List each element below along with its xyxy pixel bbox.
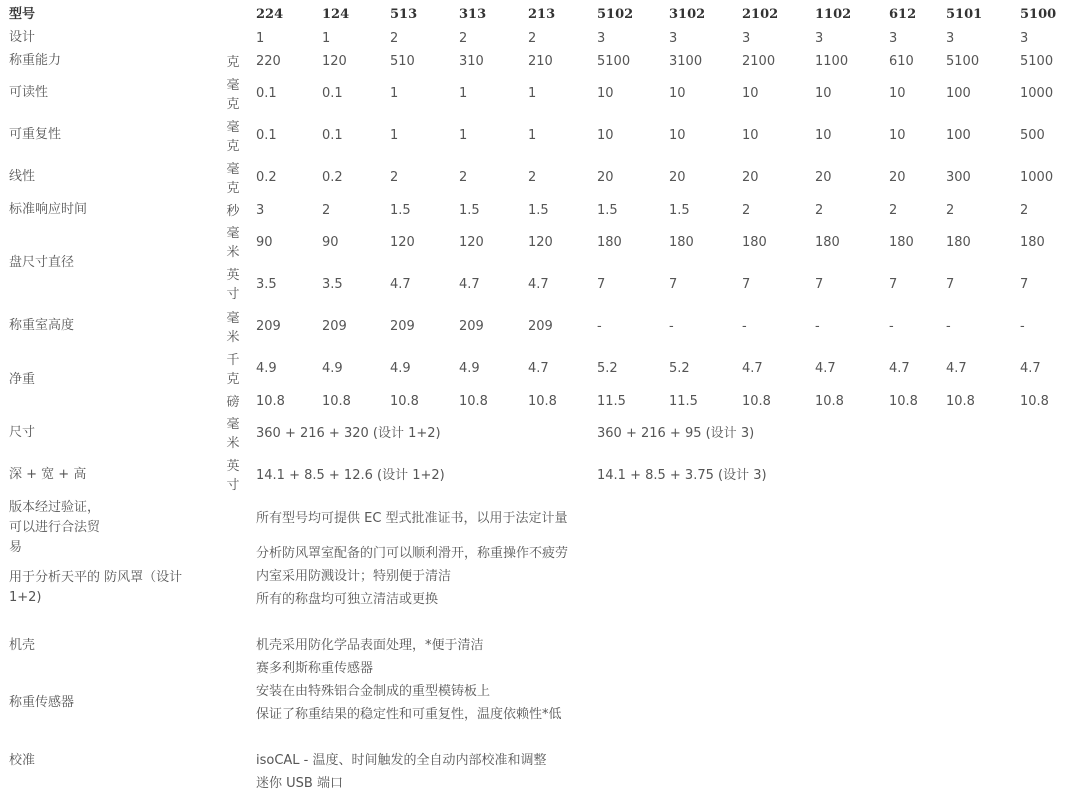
cell-value: 2100 xyxy=(742,54,776,69)
row-label: 设计 xyxy=(9,30,36,45)
cell-value: 4.7 xyxy=(459,277,480,292)
cell-value: 90 xyxy=(322,235,339,250)
cell-value: 4.9 xyxy=(459,361,480,376)
cell-value: 3 xyxy=(597,31,606,46)
model-header: 2102 xyxy=(742,7,779,22)
header-label: 型号 xyxy=(9,7,36,22)
cell-value: 4.9 xyxy=(256,361,277,376)
dimensions-label: 尺寸 xyxy=(9,425,36,440)
row-label: 盘尺寸直径 xyxy=(9,255,75,270)
sensor-line: 赛多利斯称重传感器 xyxy=(256,661,374,676)
cell-value: 10 xyxy=(889,128,906,143)
draftshield-label: 用于分析天平的 防风罩（设计 1+2) xyxy=(9,570,183,605)
row-label: 线性 xyxy=(9,169,36,184)
model-header: 1102 xyxy=(815,7,852,22)
dimensions-sublabel: 深 + 宽 + 高 xyxy=(9,467,87,482)
row-unit: 秒 xyxy=(226,204,240,219)
cell-value: 0.2 xyxy=(322,170,343,185)
model-header: 3102 xyxy=(669,7,706,22)
model-header: 612 xyxy=(889,7,917,22)
cell-value: 11.5 xyxy=(669,394,698,409)
row-label: 标准响应时间 xyxy=(9,202,88,217)
sensor-line: 保证了称重结果的稳定性和可重复性，温度依赖性*低 xyxy=(256,707,562,722)
cell-value: 120 xyxy=(322,54,347,69)
cell-value: 5.2 xyxy=(597,361,618,376)
cell-value: 7 xyxy=(742,277,751,292)
dimensions-unit-mm: 毫米 xyxy=(226,417,240,451)
housing-text: 机壳采用防化学品表面处理，*便于清洁 xyxy=(256,638,484,653)
cell-value: 2 xyxy=(528,170,537,185)
cell-value: 7 xyxy=(946,277,955,292)
sensor-label: 称重传感器 xyxy=(9,695,75,710)
model-header: 213 xyxy=(528,7,556,22)
cell-value: 209 xyxy=(322,319,347,334)
row-unit: 毫米 xyxy=(226,226,240,260)
sensor-line: 安装在由特殊铝合金制成的重型模铸板上 xyxy=(256,684,491,699)
model-header: 124 xyxy=(322,7,350,22)
model-header: 5101 xyxy=(946,7,983,22)
cell-value: 180 xyxy=(815,235,840,250)
row-label: 可重复性 xyxy=(9,127,62,142)
cell-value: - xyxy=(889,319,894,334)
dimensions-in-design3: 14.1 + 8.5 + 3.75 (设计 3) xyxy=(597,468,767,483)
cell-value: 10 xyxy=(742,86,759,101)
cell-value: 2 xyxy=(528,31,537,46)
row-unit: 毫克 xyxy=(226,162,240,196)
cell-value: 3 xyxy=(742,31,751,46)
cell-value: 4.9 xyxy=(322,361,343,376)
draftshield-line: 所有的称盘均可独立清洁或更换 xyxy=(256,592,439,607)
cell-value: 7 xyxy=(597,277,606,292)
cell-value: 10.8 xyxy=(742,394,771,409)
verified-text: 所有型号均可提供 EC 型式批准证书，以用于法定计量 xyxy=(256,511,568,526)
calibration-label: 校准 xyxy=(9,753,36,768)
cell-value: 10 xyxy=(597,86,614,101)
row-label: 净重 xyxy=(9,372,36,387)
row-unit: 毫克 xyxy=(226,120,240,154)
cell-value: 5100 xyxy=(597,54,631,69)
model-header: 5102 xyxy=(597,7,634,22)
cell-value: 2 xyxy=(946,203,955,218)
calibration-line: 迷你 USB 端口 xyxy=(256,776,343,791)
cell-value: 3 xyxy=(946,31,955,46)
verified-label: 版本经过验证，可以进行合法贸易 xyxy=(9,500,101,555)
cell-value: 10 xyxy=(669,86,686,101)
row-unit: 千克 xyxy=(226,353,240,387)
model-header: 313 xyxy=(459,7,487,22)
cell-value: 0.1 xyxy=(256,128,277,143)
cell-value: 3 xyxy=(815,31,824,46)
cell-value: 0.2 xyxy=(256,170,277,185)
cell-value: 1100 xyxy=(815,54,849,69)
cell-value: 180 xyxy=(597,235,622,250)
cell-value: 1 xyxy=(322,31,331,46)
cell-value: 20 xyxy=(597,170,614,185)
cell-value: 20 xyxy=(889,170,906,185)
cell-value: - xyxy=(669,319,674,334)
cell-value: 2 xyxy=(815,203,824,218)
cell-value: 1 xyxy=(528,86,537,101)
cell-value: 1 xyxy=(390,86,399,101)
cell-value: - xyxy=(597,319,602,334)
cell-value: 3 xyxy=(256,203,265,218)
cell-value: 220 xyxy=(256,54,281,69)
draftshield-line: 内室采用防溅设计；特别便于清洁 xyxy=(256,569,452,584)
cell-value: 2 xyxy=(889,203,898,218)
cell-value: 10 xyxy=(815,128,832,143)
cell-value: 4.7 xyxy=(528,361,549,376)
cell-value: 209 xyxy=(528,319,553,334)
cell-value: 500 xyxy=(1020,128,1045,143)
row-unit: 毫克 xyxy=(226,78,240,112)
cell-value: 5100 xyxy=(946,54,980,69)
cell-value: 300 xyxy=(946,170,971,185)
cell-value: 1.5 xyxy=(669,203,690,218)
cell-value: 3100 xyxy=(669,54,703,69)
cell-value: 4.7 xyxy=(946,361,967,376)
cell-value: 180 xyxy=(946,235,971,250)
cell-value: 90 xyxy=(256,235,273,250)
cell-value: 180 xyxy=(1020,235,1045,250)
cell-value: 4.7 xyxy=(742,361,763,376)
cell-value: 209 xyxy=(459,319,484,334)
cell-value: 4.7 xyxy=(528,277,549,292)
cell-value: 1.5 xyxy=(597,203,618,218)
cell-value: 0.1 xyxy=(256,86,277,101)
cell-value: 4.7 xyxy=(390,277,411,292)
dimensions-mm-design12: 360 + 216 + 320 (设计 1+2) xyxy=(256,426,441,441)
cell-value: 10.8 xyxy=(322,394,351,409)
cell-value: 10.8 xyxy=(815,394,844,409)
row-label: 可读性 xyxy=(9,85,49,100)
cell-value: 180 xyxy=(742,235,767,250)
draftshield-line: 分析防风罩室配备的门可以顺利滑开，称重操作不疲劳 xyxy=(256,546,569,561)
cell-value: 1 xyxy=(459,128,468,143)
cell-value: 2 xyxy=(742,203,751,218)
cell-value: - xyxy=(946,319,951,334)
cell-value: 7 xyxy=(889,277,898,292)
cell-value: 510 xyxy=(390,54,415,69)
cell-value: 1 xyxy=(390,128,399,143)
cell-value: 1000 xyxy=(1020,170,1054,185)
row-unit: 英寸 xyxy=(226,268,240,302)
row-unit: 磅 xyxy=(226,395,240,410)
cell-value: 2 xyxy=(459,170,468,185)
cell-value: 3 xyxy=(1020,31,1029,46)
cell-value: 2 xyxy=(322,203,331,218)
cell-value: 10.8 xyxy=(946,394,975,409)
cell-value: 1 xyxy=(459,86,468,101)
cell-value: 20 xyxy=(815,170,832,185)
cell-value: 1 xyxy=(256,31,265,46)
cell-value: 209 xyxy=(390,319,415,334)
dimensions-mm-design3: 360 + 216 + 95 (设计 3) xyxy=(597,426,755,441)
cell-value: 1.5 xyxy=(390,203,411,218)
cell-value: - xyxy=(742,319,747,334)
cell-value: - xyxy=(815,319,820,334)
cell-value: 2 xyxy=(1020,203,1029,218)
row-unit: 克 xyxy=(226,55,240,70)
cell-value: 2 xyxy=(459,31,468,46)
cell-value: 120 xyxy=(390,235,415,250)
calibration-line: isoCAL - 温度、时间触发的全自动内部校准和调整 xyxy=(256,753,547,768)
model-header: 224 xyxy=(256,7,284,22)
cell-value: 10 xyxy=(669,128,686,143)
cell-value: 10.8 xyxy=(390,394,419,409)
cell-value: 209 xyxy=(256,319,281,334)
cell-value: 1000 xyxy=(1020,86,1054,101)
cell-value: - xyxy=(1020,319,1025,334)
cell-value: 7 xyxy=(669,277,678,292)
cell-value: 3.5 xyxy=(322,277,343,292)
cell-value: 10 xyxy=(889,86,906,101)
cell-value: 180 xyxy=(669,235,694,250)
cell-value: 3 xyxy=(669,31,678,46)
cell-value: 10.8 xyxy=(256,394,285,409)
cell-value: 10 xyxy=(597,128,614,143)
cell-value: 10.8 xyxy=(528,394,557,409)
dimensions-unit-in: 英寸 xyxy=(226,459,240,493)
cell-value: 11.5 xyxy=(597,394,626,409)
row-unit: 毫米 xyxy=(226,311,240,345)
cell-value: 120 xyxy=(528,235,553,250)
cell-value: 120 xyxy=(459,235,484,250)
model-header: 513 xyxy=(390,7,418,22)
cell-value: 2 xyxy=(390,170,399,185)
dimensions-in-design12: 14.1 + 8.5 + 12.6 (设计 1+2) xyxy=(256,468,445,483)
cell-value: 0.1 xyxy=(322,128,343,143)
cell-value: 210 xyxy=(528,54,553,69)
cell-value: 180 xyxy=(889,235,914,250)
cell-value: 610 xyxy=(889,54,914,69)
cell-value: 3.5 xyxy=(256,277,277,292)
cell-value: 100 xyxy=(946,128,971,143)
model-header: 5100 xyxy=(1020,7,1057,22)
cell-value: 4.7 xyxy=(889,361,910,376)
cell-value: 10.8 xyxy=(889,394,918,409)
cell-value: 100 xyxy=(946,86,971,101)
cell-value: 4.7 xyxy=(1020,361,1041,376)
row-label: 称重能力 xyxy=(9,53,62,68)
cell-value: 3 xyxy=(889,31,898,46)
cell-value: 1.5 xyxy=(528,203,549,218)
cell-value: 0.1 xyxy=(322,86,343,101)
cell-value: 5.2 xyxy=(669,361,690,376)
cell-value: 1 xyxy=(528,128,537,143)
cell-value: 20 xyxy=(742,170,759,185)
cell-value: 1.5 xyxy=(459,203,480,218)
cell-value: 4.9 xyxy=(390,361,411,376)
cell-value: 10 xyxy=(742,128,759,143)
cell-value: 7 xyxy=(815,277,824,292)
cell-value: 10.8 xyxy=(459,394,488,409)
cell-value: 10.8 xyxy=(1020,394,1049,409)
cell-value: 4.7 xyxy=(815,361,836,376)
cell-value: 2 xyxy=(390,31,399,46)
cell-value: 10 xyxy=(815,86,832,101)
cell-value: 20 xyxy=(669,170,686,185)
cell-value: 5100 xyxy=(1020,54,1054,69)
row-label: 称重室高度 xyxy=(9,318,75,333)
cell-value: 310 xyxy=(459,54,484,69)
cell-value: 7 xyxy=(1020,277,1029,292)
housing-label: 机壳 xyxy=(9,638,36,653)
